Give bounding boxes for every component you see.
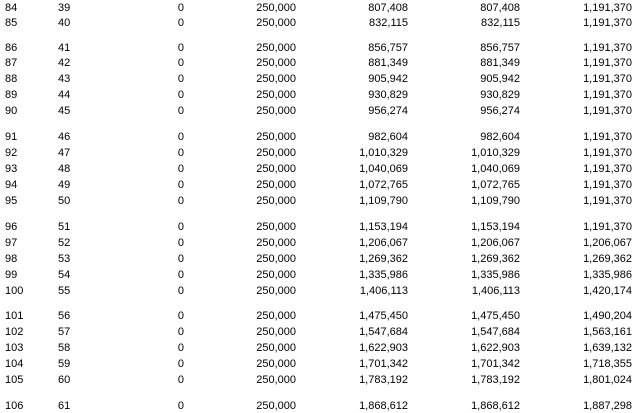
age-cell: 45: [58, 105, 71, 117]
table-row: [0, 236, 644, 250]
value-cell-d: 1,010,329: [471, 147, 520, 159]
value-cell-d: 1,547,684: [471, 326, 520, 338]
table-row: [0, 178, 644, 192]
value-cell-c: 930,829: [368, 89, 408, 101]
row-number: 84: [5, 2, 18, 14]
value-cell-d: 1,040,069: [471, 163, 520, 175]
value-cell-e: 1,191,370: [583, 89, 632, 101]
row-number: 103: [5, 342, 24, 354]
value-cell-d: 1,335,986: [471, 269, 520, 281]
value-cell-d: 881,349: [480, 57, 520, 69]
value-cell-b: 250,000: [256, 89, 296, 101]
age-cell: 46: [58, 131, 71, 143]
value-cell-a: 0: [177, 221, 184, 233]
row-number: 106: [5, 400, 24, 412]
row-number: 100: [5, 285, 24, 297]
value-cell-e: 1,191,370: [583, 2, 632, 14]
row-number: 104: [5, 358, 24, 370]
value-cell-e: 1,801,024: [583, 374, 632, 386]
value-cell-d: 832,115: [481, 17, 520, 29]
value-cell-a: 0: [177, 400, 184, 412]
value-cell-c: 1,335,986: [359, 269, 408, 281]
value-cell-e: 1,206,067: [583, 237, 632, 249]
value-cell-d: 930,829: [480, 89, 520, 101]
value-cell-a: 0: [177, 17, 184, 29]
table-row: [0, 130, 644, 144]
value-cell-b: 250,000: [256, 105, 296, 117]
value-cell-b: 250,000: [256, 237, 296, 249]
value-cell-d: 982,604: [480, 131, 520, 143]
age-cell: 54: [58, 269, 71, 281]
value-cell-e: 1,887,298: [583, 400, 632, 412]
value-cell-d: 807,408: [480, 2, 520, 14]
value-cell-e: 1,639,132: [583, 342, 632, 354]
value-cell-c: 881,349: [368, 57, 408, 69]
value-cell-a: 0: [177, 105, 184, 117]
value-cell-b: 250,000: [256, 221, 296, 233]
age-cell: 44: [58, 89, 71, 101]
value-cell-c: 1,072,765: [359, 179, 408, 191]
table-row: [0, 399, 644, 413]
value-cell-e: 1,191,370: [583, 179, 632, 191]
table-row: [0, 56, 644, 70]
value-cell-b: 250,000: [256, 310, 296, 322]
value-cell-b: 250,000: [256, 269, 296, 281]
value-cell-a: 0: [177, 253, 184, 265]
age-cell: 43: [58, 73, 71, 85]
row-number: 96: [5, 221, 18, 233]
value-cell-b: 250,000: [256, 131, 296, 143]
age-cell: 52: [58, 237, 71, 249]
value-cell-d: 1,072,765: [471, 179, 520, 191]
table-row: [0, 194, 644, 208]
value-cell-a: 0: [177, 269, 184, 281]
row-number: 97: [5, 237, 18, 249]
table-row: [0, 146, 644, 160]
value-cell-b: 250,000: [256, 17, 296, 29]
value-cell-a: 0: [177, 285, 184, 297]
age-cell: 49: [58, 179, 71, 191]
age-cell: 51: [58, 221, 71, 233]
value-cell-c: 1,406,113: [359, 285, 408, 297]
age-cell: 61: [58, 400, 71, 412]
value-cell-d: 1,269,362: [471, 253, 520, 265]
value-cell-c: 832,115: [369, 17, 408, 29]
value-cell-a: 0: [177, 179, 184, 191]
value-cell-b: 250,000: [256, 195, 296, 207]
row-number: 99: [5, 269, 18, 281]
value-cell-a: 0: [177, 237, 184, 249]
age-cell: 60: [58, 374, 71, 386]
value-cell-e: 1,191,370: [583, 105, 632, 117]
row-number: 94: [5, 179, 18, 191]
value-cell-c: 1,109,790: [359, 195, 408, 207]
value-cell-e: 1,563,161: [583, 326, 632, 338]
value-cell-a: 0: [177, 89, 184, 101]
value-cell-c: 807,408: [368, 2, 408, 14]
value-cell-e: 1,191,370: [583, 57, 632, 69]
age-cell: 56: [58, 310, 71, 322]
row-number: 87: [5, 57, 18, 69]
value-cell-c: 905,942: [368, 73, 408, 85]
value-cell-e: 1,191,370: [583, 221, 632, 233]
value-cell-a: 0: [177, 42, 184, 54]
row-number: 89: [5, 89, 18, 101]
table-row: [0, 309, 644, 323]
value-cell-c: 1,269,362: [359, 253, 408, 265]
value-cell-e: 1,191,370: [583, 42, 632, 54]
value-cell-d: 856,757: [480, 42, 520, 54]
table-row: [0, 72, 644, 86]
value-cell-a: 0: [177, 147, 184, 159]
value-cell-e: 1,335,986: [583, 269, 632, 281]
value-cell-a: 0: [177, 163, 184, 175]
value-cell-b: 250,000: [256, 2, 296, 14]
value-cell-b: 250,000: [256, 358, 296, 370]
value-cell-d: 956,274: [480, 105, 520, 117]
age-cell: 42: [58, 57, 71, 69]
value-cell-b: 250,000: [256, 253, 296, 265]
value-cell-b: 250,000: [256, 285, 296, 297]
row-number: 90: [5, 105, 18, 117]
table-row: [0, 373, 644, 387]
value-cell-e: 1,191,370: [583, 163, 632, 175]
value-cell-a: 0: [177, 195, 184, 207]
row-number: 93: [5, 163, 18, 175]
table-row: [0, 16, 644, 30]
age-cell: 53: [58, 253, 71, 265]
value-cell-d: 1,622,903: [471, 342, 520, 354]
value-cell-b: 250,000: [256, 147, 296, 159]
table-row: [0, 88, 644, 102]
table-row: [0, 341, 644, 355]
table-row: [0, 325, 644, 339]
row-number: 105: [5, 374, 24, 386]
row-number: 85: [5, 17, 18, 29]
age-cell: 40: [58, 17, 71, 29]
value-cell-d: 1,109,790: [471, 195, 520, 207]
table-row: [0, 252, 644, 266]
age-cell: 39: [58, 2, 71, 14]
value-cell-d: 1,783,192: [471, 374, 520, 386]
value-cell-d: 1,406,113: [471, 285, 520, 297]
value-cell-b: 250,000: [256, 163, 296, 175]
age-cell: 55: [58, 285, 71, 297]
row-number: 92: [5, 147, 18, 159]
value-cell-b: 250,000: [256, 57, 296, 69]
age-cell: 47: [58, 147, 71, 159]
value-cell-c: 1,010,329: [359, 147, 408, 159]
age-cell: 57: [58, 326, 71, 338]
value-cell-c: 856,757: [368, 42, 408, 54]
row-number: 86: [5, 42, 18, 54]
value-cell-d: 1,701,342: [471, 358, 520, 370]
value-cell-e: 1,191,370: [583, 131, 632, 143]
table-row: [0, 104, 644, 118]
value-cell-d: 1,206,067: [471, 237, 520, 249]
row-number: 102: [5, 326, 24, 338]
value-cell-c: 1,868,612: [359, 400, 408, 412]
value-cell-c: 982,604: [368, 131, 408, 143]
age-cell: 59: [58, 358, 71, 370]
table-row: [0, 162, 644, 176]
value-cell-a: 0: [177, 57, 184, 69]
value-cell-a: 0: [177, 358, 184, 370]
value-cell-d: 1,868,612: [471, 400, 520, 412]
value-cell-c: 1,206,067: [359, 237, 408, 249]
value-cell-c: 1,622,903: [359, 342, 408, 354]
value-cell-d: 1,153,194: [471, 221, 520, 233]
value-cell-c: 1,783,192: [359, 374, 408, 386]
table-row: [0, 220, 644, 234]
age-cell: 48: [58, 163, 71, 175]
value-cell-a: 0: [177, 326, 184, 338]
value-cell-e: 1,191,370: [583, 17, 632, 29]
value-cell-e: 1,420,174: [583, 285, 632, 297]
value-cell-a: 0: [177, 374, 184, 386]
row-number: 88: [5, 73, 18, 85]
value-cell-a: 0: [177, 131, 184, 143]
value-cell-e: 1,191,370: [583, 195, 632, 207]
row-number: 98: [5, 253, 18, 265]
table-row: [0, 268, 644, 282]
value-cell-a: 0: [177, 2, 184, 14]
table-row: [0, 1, 644, 15]
value-cell-a: 0: [177, 310, 184, 322]
value-cell-c: 1,153,194: [359, 221, 408, 233]
value-cell-b: 250,000: [256, 42, 296, 54]
table-row: [0, 284, 644, 298]
value-cell-e: 1,490,204: [583, 310, 632, 322]
value-cell-c: 956,274: [368, 105, 408, 117]
age-cell: 41: [58, 42, 71, 54]
table-row: [0, 357, 644, 371]
value-cell-d: 905,942: [480, 73, 520, 85]
value-cell-e: 1,269,362: [583, 253, 632, 265]
age-cell: 50: [58, 195, 71, 207]
table-row: [0, 41, 644, 55]
row-number: 95: [5, 195, 18, 207]
value-cell-b: 250,000: [256, 342, 296, 354]
value-cell-b: 250,000: [256, 326, 296, 338]
row-number: 101: [5, 310, 24, 322]
value-cell-c: 1,040,069: [359, 163, 408, 175]
value-cell-e: 1,718,355: [583, 358, 632, 370]
value-cell-b: 250,000: [256, 73, 296, 85]
value-cell-d: 1,475,450: [471, 310, 520, 322]
value-cell-a: 0: [177, 342, 184, 354]
value-cell-e: 1,191,370: [583, 147, 632, 159]
age-cell: 58: [58, 342, 71, 354]
value-cell-c: 1,547,684: [359, 326, 408, 338]
value-cell-a: 0: [177, 73, 184, 85]
value-cell-c: 1,701,342: [359, 358, 408, 370]
value-cell-b: 250,000: [256, 374, 296, 386]
row-number: 91: [5, 131, 18, 143]
value-cell-b: 250,000: [256, 179, 296, 191]
value-cell-e: 1,191,370: [583, 73, 632, 85]
value-cell-b: 250,000: [256, 400, 296, 412]
value-cell-c: 1,475,450: [359, 310, 408, 322]
